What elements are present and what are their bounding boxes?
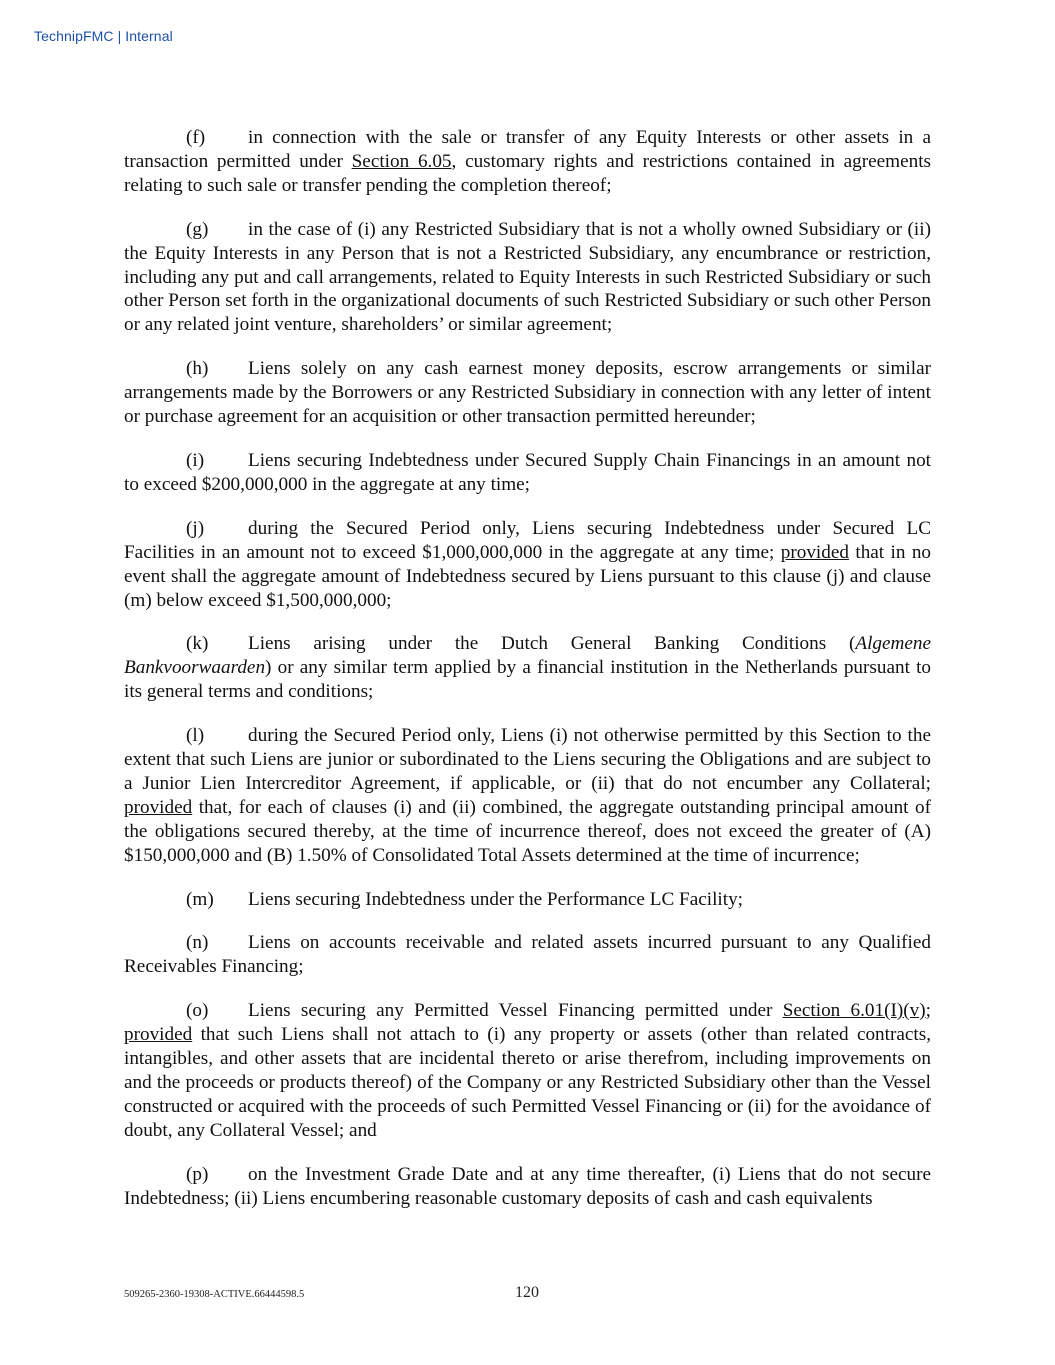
clause-text: , customary rights and restrictions contained in agreements relating to such sale or transfer pending the completion thereof; [124,150,932,196]
classification-label: TechnipFMC | Internal [34,28,173,44]
clause-i [124,449,931,497]
provided-term: provided [780,541,849,563]
clause-text: Liens solely on any cash earnest money deposits, escrow arrangements or similar arrangements made by the Borrowers or any Restricted Subsidiary in connection with any letter of intent or purchase agreement for an acquisition or other transaction permitted hereunder; [124,358,931,428]
page-number: 120 [515,1284,539,1301]
section-reference: Section 6.01(I)(v) [782,1000,926,1022]
clause-text: on the Investment Grade Date and at any time thereafter, (i) Liens that do not secure Indebtedness; (ii) Liens encumbering reasonable customary deposits of cash and cash equivalents [124,1163,931,1209]
clause-h [124,357,931,429]
clause-text: that in no event shall the aggregate amount of Indebtedness secured by Liens pursuant to this clause (j) and clause (m) below exceed $1,500,000,000; [124,541,932,611]
clause-label: (g) [186,218,209,240]
clause-p [124,1163,931,1211]
clause-text: Liens securing any Permitted Vessel Financing permitted under [248,1000,783,1022]
clause-text: ; [925,1000,931,1022]
clause-text: Liens on accounts receivable and related assets incurred pursuant to any Qualified Receivables Financing; [124,932,931,978]
provided-term: provided [124,1024,193,1046]
document-body [124,126,931,1231]
clause-label: (i) [186,449,205,471]
italic-term: Algemene Bankvoorwaarden [124,633,931,679]
clause-text: during the Secured Period only, Liens (i) not otherwise permitted by this Section to the extent that such Liens are junior or subordinated to the Liens securing the Obligations and are subject to a Junior Lien Intercreditor Agreement, if applicable, or (ii) that do not encumber any Collateral; [124,725,931,794]
clause-label: (n) [186,932,209,954]
clause-label: (l) [186,725,205,747]
clause-text: in the case of (i) any Restricted Subsidiary that is not a wholly owned Subsidiary or (ii) the Equity Interests in any Person that is not a Restricted Subsidiary, any encumbrance or restriction, including any put and call arrangements, related to Equity Interests in such Restricted Subsidiary or such other Person set forth in the organizational documents of such Restricted Subsidiary or such other Person or any related joint venture, shareholders’ or similar agreement; [124,218,931,336]
clause-text: that, for each of clauses (i) and (ii) combined, the aggregate outstanding principal amount of the obligations secured thereby, at the time of incurrence thereof, does not exceed the greater of (A) $150,000,000 and (B) 1.50% of Consolidated Total Assets determined at the time of incurrence; [124,796,931,866]
clause-g [124,218,931,338]
clause-text: Liens securing Indebtedness under Secured Supply Chain Financings in an amount not to exceed $200,000,000 in the aggregate at any time; [124,449,931,495]
clause-label: (j) [186,517,205,539]
clause-label: (h) [186,358,209,380]
clause-label: (o) [186,1000,209,1022]
clause-text: Liens arising under the Dutch General Banking Conditions ( [248,633,856,655]
provided-term: provided [124,796,193,818]
clause-j [124,517,931,613]
clause-l [124,724,931,867]
clause-text: ) or any similar term applied by a financial institution in the Netherlands pursuant to its general terms and conditions; [124,657,931,703]
section-reference: Section 6.05 [351,150,452,172]
clause-f [124,126,931,198]
clause-o [124,999,931,1142]
clause-text: in connection with the sale or transfer of any Equity Interests or other assets in a transaction permitted under [124,127,931,172]
clause-k [124,632,931,704]
clause-text: that such Liens shall not attach to (i) any property or assets (other than related contracts, intangibles, and other assets that are incidental thereto or arise therefrom, including improvements on and the proceeds or products thereof) of the Company or any Restricted Subsidiary other than the Vessel constructed or acquired with the proceeds of such Permitted Vessel Financing or (ii) for the avoidance of doubt, any Collateral Vessel; and [124,1024,931,1141]
clause-label: (p) [186,1163,209,1185]
document-id: 509265-2360-19308-ACTIVE.66444598.5 [124,1289,305,1300]
clause-m [124,888,931,912]
clause-label: (m) [186,888,214,910]
clause-label: (f) [186,127,206,148]
clause-text: Liens securing Indebtedness under the Performance LC Facility; [248,888,743,910]
clause-text: during the Secured Period only, Liens securing Indebtedness under Secured LC Facilities in an amount not to exceed $1,000,000,000 in the aggregate at any time; [124,517,931,563]
clause-n [124,931,931,979]
clause-label: (k) [186,633,209,655]
